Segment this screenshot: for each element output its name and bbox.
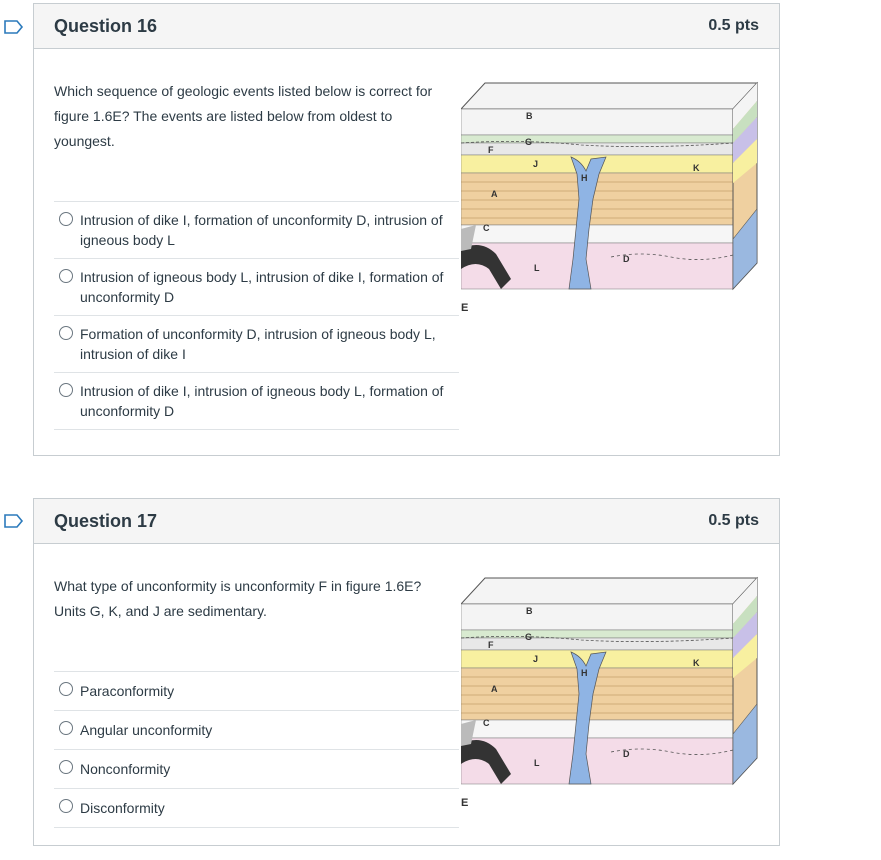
answer-option[interactable] [54,749,459,788]
question-17-header [34,499,779,544]
answer-label: Disconformity [80,800,165,816]
question-title: Question 17 [54,511,158,531]
geologic-block-diagram [461,574,761,814]
label-h: H [581,173,588,183]
answer-label: Formation of unconformity D, intrusion of igneous body L, intrusion of dike I [80,326,436,362]
block-top-face [461,83,757,109]
radio-button[interactable] [59,269,73,283]
label-d: D [623,749,630,759]
answer-label: Angular unconformity [80,722,213,738]
label-k: K [693,658,700,668]
geologic-block-diagram [461,79,761,319]
label-h: H [581,668,588,678]
layer-c [461,720,733,738]
layer-thin [461,143,733,155]
label-k: K [693,163,700,173]
figure-caption: E [461,302,469,314]
label-e: E [468,254,475,264]
label-e: E [468,749,475,759]
block-top-face [461,578,757,604]
label-b: B [526,606,533,616]
answer-option[interactable] [54,710,459,749]
label-g: G [525,632,533,642]
answer-option[interactable] [54,788,459,828]
answer-option[interactable] [54,201,459,258]
radio-button[interactable] [59,326,73,340]
label-f: F [488,640,494,650]
answer-option[interactable] [54,315,459,372]
answer-option[interactable] [54,671,459,710]
answer-label: Intrusion of igneous body L, intrusion of dike I, formation of unconformity D [80,269,444,305]
label-a: A [491,189,498,199]
bookmark-flag-icon[interactable] [4,514,24,528]
radio-button[interactable] [59,721,73,735]
question-title: Question 16 [54,16,158,36]
layer-b [461,109,733,135]
layer-thin [461,638,733,650]
layer-b [461,604,733,630]
answer-label: Nonconformity [80,761,171,777]
question-17-card [33,498,780,846]
label-c: C [483,223,490,233]
answer-list [54,671,459,828]
answer-label: Intrusion of dike I, formation of unconformity D, intrusion of igneous body L [80,212,443,248]
label-c: C [483,718,490,728]
bookmark-flag-icon[interactable] [4,20,24,34]
radio-button[interactable] [59,799,73,813]
figure-caption: E [461,797,469,809]
question-16-header [34,4,779,49]
label-b: B [526,111,533,121]
answer-label: Intrusion of dike I, intrusion of igneous body L, formation of unconformity D [80,383,444,419]
label-j: J [533,159,539,169]
label-l: L [534,758,540,768]
question-points: 0.5 pts [708,17,759,34]
question-text: Which sequence of geologic events listed below is correct for figure 1.6E? The events are listed below from oldest to youngest. [54,83,433,149]
answer-list [54,201,459,430]
answer-option[interactable] [54,372,459,430]
layer-c [461,225,733,243]
question-16-card [33,3,780,456]
label-f: F [488,145,494,155]
label-g: G [525,137,533,147]
radio-button[interactable] [59,212,73,226]
label-l: L [534,263,540,273]
question-text: What type of unconformity is unconformity F in figure 1.6E? Units G, K, and J are sedimentary. [54,578,422,619]
answer-option[interactable] [54,258,459,315]
answer-label: Paraconformity [80,683,175,699]
label-j: J [533,654,539,664]
radio-button[interactable] [59,682,73,696]
label-d: D [623,254,630,264]
question-points: 0.5 pts [708,512,759,529]
label-a: A [491,684,498,694]
radio-button[interactable] [59,383,73,397]
radio-button[interactable] [59,760,73,774]
